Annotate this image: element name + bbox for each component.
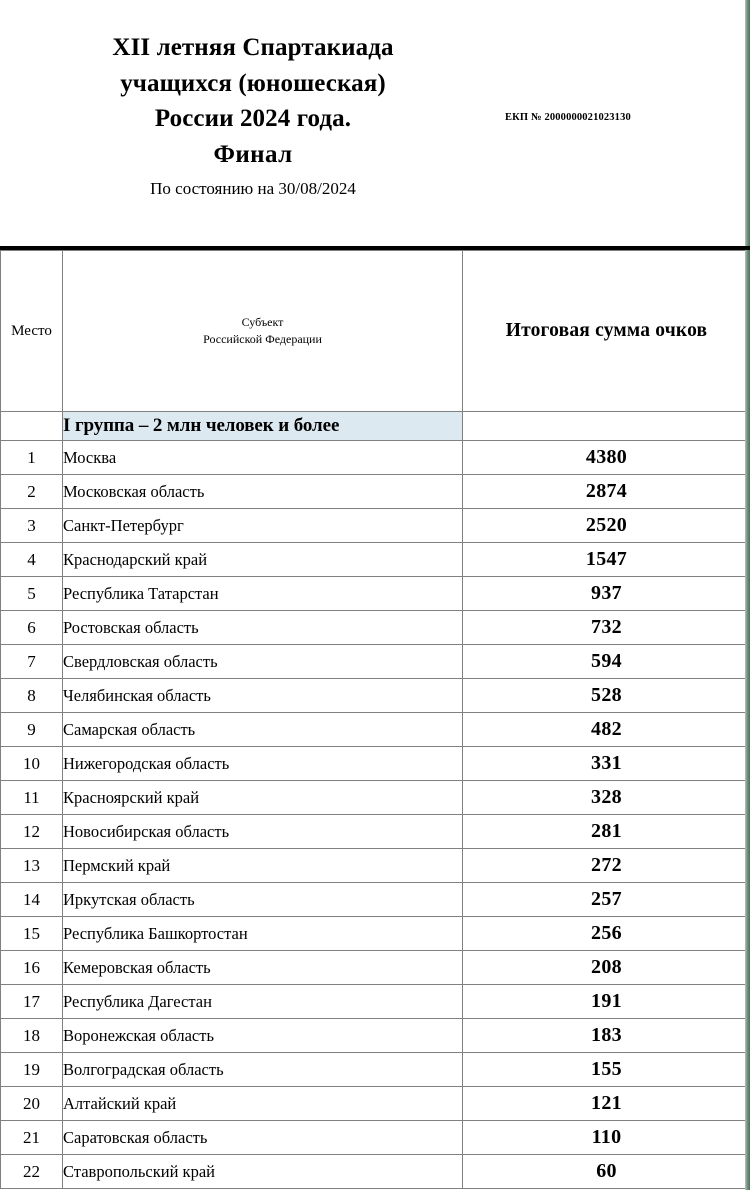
cell-place: 21 — [1, 1121, 63, 1155]
cell-subject: Москва — [63, 441, 463, 475]
table-row — [1, 747, 750, 781]
cell-place: 12 — [1, 815, 63, 849]
table-row — [1, 475, 750, 509]
cell-subject: Нижегородская область — [63, 747, 463, 781]
table-row — [1, 611, 750, 645]
cell-subject: Ставропольский край — [63, 1155, 463, 1189]
cell-score: 272 — [463, 849, 750, 883]
group-header-score-cell — [463, 412, 750, 441]
table-row — [1, 577, 750, 611]
cell-score: 191 — [463, 985, 750, 1019]
table-row — [1, 1155, 750, 1189]
cell-place: 14 — [1, 883, 63, 917]
cell-subject: Санкт-Петербург — [63, 509, 463, 543]
cell-place: 15 — [1, 917, 63, 951]
cell-score: 482 — [463, 713, 750, 747]
cell-place: 11 — [1, 781, 63, 815]
title-line-3: России 2024 года. — [154, 105, 352, 132]
cell-place: 8 — [1, 679, 63, 713]
cell-score: 2520 — [463, 509, 750, 543]
cell-score: 528 — [463, 679, 750, 713]
column-header-subject-line-1: Субъект — [241, 314, 284, 329]
title-line-1: XII летняя Спартакиада — [112, 34, 394, 61]
table-row — [1, 883, 750, 917]
cell-subject: Республика Башкортостан — [63, 917, 463, 951]
cell-place: 4 — [1, 543, 63, 577]
cell-subject: Самарская область — [63, 713, 463, 747]
cell-subject: Алтайский край — [63, 1087, 463, 1121]
cell-score: 183 — [463, 1019, 750, 1053]
cell-subject: Иркутская область — [63, 883, 463, 917]
cell-score: 1547 — [463, 543, 750, 577]
cell-place: 3 — [1, 509, 63, 543]
table-row — [1, 1019, 750, 1053]
cell-place: 17 — [1, 985, 63, 1019]
cell-score: 256 — [463, 917, 750, 951]
cell-place: 13 — [1, 849, 63, 883]
status-date-subtitle: По состоянию на 30/08/2024 — [150, 179, 356, 198]
cell-subject: Краснодарский край — [63, 543, 463, 577]
cell-place: 9 — [1, 713, 63, 747]
page-title — [38, 30, 468, 199]
results-table — [0, 250, 750, 1189]
cell-subject: Кемеровская область — [63, 951, 463, 985]
table-row — [1, 679, 750, 713]
title-line-4: Финал — [213, 140, 293, 168]
cell-place: 7 — [1, 645, 63, 679]
cell-subject: Ростовская область — [63, 611, 463, 645]
group-header-label: I группа – 2 млн человек и более — [63, 412, 463, 441]
cell-score: 4380 — [463, 441, 750, 475]
cell-place: 22 — [1, 1155, 63, 1189]
cell-place: 19 — [1, 1053, 63, 1087]
cell-score: 60 — [463, 1155, 750, 1189]
column-header-subject — [63, 251, 463, 412]
cell-place: 10 — [1, 747, 63, 781]
cell-score: 937 — [463, 577, 750, 611]
cell-score: 732 — [463, 611, 750, 645]
table-row — [1, 917, 750, 951]
cell-score: 594 — [463, 645, 750, 679]
table-row — [1, 1121, 750, 1155]
table-body — [1, 412, 750, 1189]
table-row — [1, 1087, 750, 1121]
table-header — [1, 251, 750, 412]
cell-place: 1 — [1, 441, 63, 475]
cell-subject: Республика Татарстан — [63, 577, 463, 611]
cell-place: 16 — [1, 951, 63, 985]
table-row — [1, 951, 750, 985]
cell-place: 20 — [1, 1087, 63, 1121]
cell-score: 2874 — [463, 475, 750, 509]
cell-score: 208 — [463, 951, 750, 985]
table-row — [1, 815, 750, 849]
cell-score: 281 — [463, 815, 750, 849]
table-row — [1, 543, 750, 577]
cell-score: 110 — [463, 1121, 750, 1155]
table-row — [1, 713, 750, 747]
cell-place: 2 — [1, 475, 63, 509]
column-header-score: Итоговая сумма очков — [463, 251, 750, 412]
table-row — [1, 1053, 750, 1087]
cell-subject: Свердловская область — [63, 645, 463, 679]
cell-score: 328 — [463, 781, 750, 815]
cell-place: 5 — [1, 577, 63, 611]
cell-subject: Воронежская область — [63, 1019, 463, 1053]
cell-score: 155 — [463, 1053, 750, 1087]
table-row — [1, 441, 750, 475]
cell-place: 18 — [1, 1019, 63, 1053]
group-header-row — [1, 412, 750, 441]
cell-place: 6 — [1, 611, 63, 645]
cell-subject: Новосибирская область — [63, 815, 463, 849]
column-header-subject-line-2: Российской Федерации — [203, 332, 322, 346]
table-row — [1, 849, 750, 883]
table-row — [1, 781, 750, 815]
cell-score: 257 — [463, 883, 750, 917]
cell-subject: Красноярский край — [63, 781, 463, 815]
table-header-row — [1, 251, 750, 412]
cell-score: 331 — [463, 747, 750, 781]
table-row — [1, 645, 750, 679]
cell-subject: Республика Дагестан — [63, 985, 463, 1019]
cell-score: 121 — [463, 1087, 750, 1121]
table-row — [1, 985, 750, 1019]
cell-subject: Волгоградская область — [63, 1053, 463, 1087]
cell-subject: Московская область — [63, 475, 463, 509]
title-line-2: учащихся (юношеская) — [120, 69, 386, 97]
cell-subject: Пермский край — [63, 849, 463, 883]
cell-subject: Саратовская область — [63, 1121, 463, 1155]
table-row — [1, 509, 750, 543]
group-header-place-cell — [1, 412, 63, 441]
column-header-place: Место — [1, 251, 63, 412]
document-header — [0, 0, 750, 250]
cell-subject: Челябинская область — [63, 679, 463, 713]
ekp-registry-code: ЕКП № 2000000021023130 — [505, 112, 631, 123]
